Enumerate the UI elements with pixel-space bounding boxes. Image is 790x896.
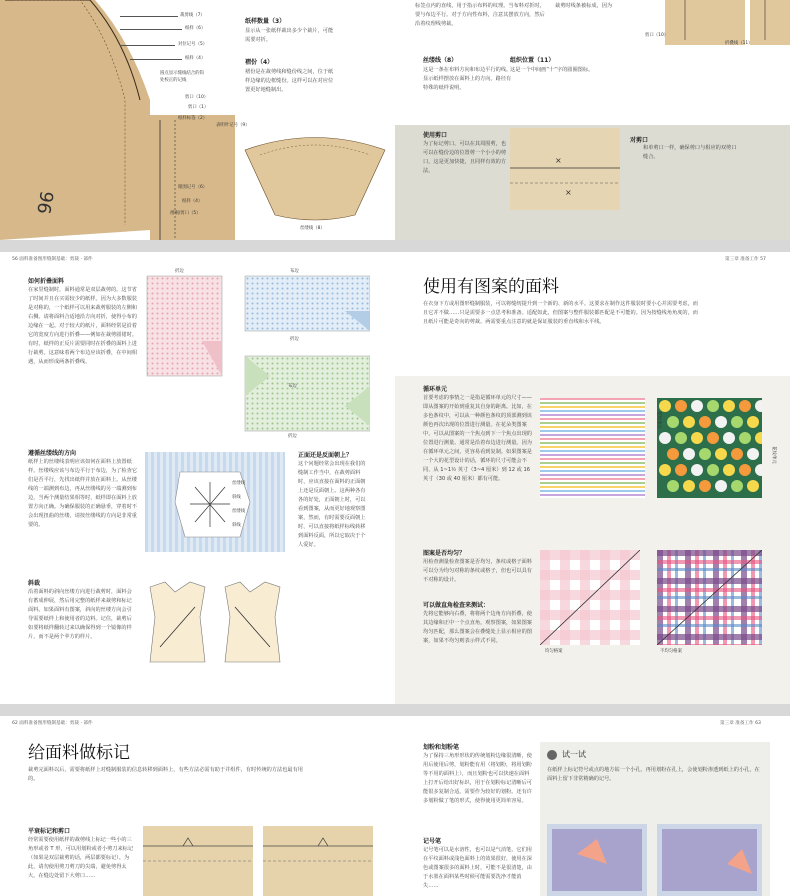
label-selvedge-2: 布边	[288, 384, 297, 389]
label-repeat-1: 花纹单元	[655, 411, 661, 429]
page-header-57: 第三章 准备工作 57	[725, 257, 766, 262]
label-repeat-2: 花纹单元	[770, 446, 776, 464]
text-tailors-tacks: 经常需要使用纸样的裁剪线上标记一些小的三角形或者 T 形，可以用划粉或者小剪刀来标记（如果是双层裁剪的话，两层都要标记）。为此，请勿使用剪刀剪刀的尖端，避免剪得太大，在缝边处留下大剪口……	[28, 837, 134, 879]
text-right-side: 这个问题经常会出现在我们的缝制工作当中，在裁剪面料时，应该直接在面料的正面朝上还是反面朝上。这两种各有各的好处，正面朝上时，可以看到图案，从而更好地观察图案，然而，有时需要反面朝上时，可以直接将纸样标线转移到面料反面，所以它取决于个人爱好。	[298, 461, 366, 548]
label-notch-mark: 对位记号（5）	[178, 42, 208, 47]
svg-text:×: ×	[555, 156, 562, 165]
flower	[659, 464, 671, 476]
stripe	[540, 402, 645, 404]
flower	[699, 416, 711, 428]
stripe	[540, 398, 645, 400]
stripe	[540, 422, 645, 424]
text-repeat: 首要考虑的事情之一是指是循环单元的尺寸——即从图案的开始到重复其自身的距离。比如，在多色条纹中，可以从一种颜色条纹的顶部测到该颜色再次出现的位置进行测量。在花朵类图案中，可以从图案的一个焦点到下一个焦点出现的位置进行测量。通常是沿着布边进行测量。因为在循环单元之间，更容易看到复制。如果图案是一个大的花型设计的话，循环的尺寸可能会不同，从 1~1½ 英寸（3~4 厘米）到 12 或 16 英寸（30 或 40 厘米）都有可能。	[423, 395, 532, 482]
flower	[723, 400, 735, 412]
flower	[723, 432, 735, 444]
flower	[691, 400, 703, 412]
text-marker: 记号笔可以是水溶性，也可以是气消笔，它们用在平纹面料或浅色面料上的效果很好，使用在深色或图案很多的面料上时，可能不是很清楚，由于水墨在面料某些时候可能需要洗净才能消失……	[423, 847, 532, 889]
bias-diagram	[140, 577, 290, 667]
notch-photo	[660, 0, 790, 55]
flower	[731, 448, 743, 460]
label-grain-mark: 表明叶记号（9）	[216, 123, 250, 128]
flower	[675, 400, 687, 412]
heading-using-notches: 使用剪口	[423, 132, 448, 139]
stripe	[540, 474, 645, 476]
stripe	[540, 418, 645, 420]
flower	[683, 448, 695, 460]
flower	[659, 432, 671, 444]
text-seam: 褶份是在裁剪线和缝份线之间，位于纸样边缘的边框缝份。这样可以在对应位置更好地缝制出。	[245, 69, 334, 93]
pattern-piece-photo	[240, 130, 390, 230]
title-patterned-fabric: 使用有图案的面料	[423, 277, 559, 297]
label-grain-2: 丝缕线	[232, 509, 246, 514]
text-using-notches: 为了标记剪口，可以在其周围剪，也可以在缝份边的位置剪一个小小的剪口，这是更加快捷，且同样有效的方法。	[423, 141, 507, 174]
tack-photo-2	[263, 826, 373, 896]
try-icon	[547, 750, 557, 760]
stripe	[540, 454, 645, 456]
flower	[731, 480, 743, 492]
label-fold-2: 折边	[290, 337, 299, 342]
heading-grainline: 丝缕线（8）	[423, 57, 458, 64]
text-cut: 裁剪时线条被标成，因为	[555, 3, 613, 9]
fold-diagrams	[145, 266, 370, 441]
heading-pattern-count: 纸样数量（3）	[245, 18, 286, 25]
heading-bias-cut: 斜裁	[28, 580, 41, 587]
stripe	[540, 446, 645, 448]
flower	[667, 448, 679, 460]
flower	[675, 464, 687, 476]
flower	[731, 416, 743, 428]
label-grainline-8: 丝缕线（8）	[300, 226, 325, 231]
title-marking: 给面料做标记	[28, 743, 130, 763]
heading-position: 组织位置（11）	[510, 57, 555, 64]
label-tag: 纸样标签（2）	[178, 116, 208, 121]
heading-even: 图案是否均匀？	[423, 550, 466, 557]
heading-chalk: 划粉和划粉笔	[423, 744, 460, 751]
text-chalk: 为了保持三角形形状的传统划粉边缘很清晰，使用后使用后剪，划粉能有用（将划粉，将用划粉等不用的面料上），而且划粉也可以快速在面料上打开后给出好标识，用于在划粉标记清晰后可能很多复制合适。需要作为较好的划粉。还有许多划粉做了笔的形式，使得使用更简单容易。	[423, 753, 532, 804]
chalk-photo-1	[547, 824, 647, 896]
stripe	[540, 462, 645, 464]
label-pattern: 纸样（6）	[185, 26, 206, 31]
flower	[739, 400, 751, 412]
flower	[747, 416, 759, 428]
stripe	[540, 450, 645, 452]
heading-double-notches: 对剪口	[630, 137, 649, 144]
svg-text:×: ×	[565, 188, 572, 197]
stripe	[540, 438, 645, 440]
stripe	[540, 494, 645, 496]
stripe	[540, 430, 645, 432]
label-fold-3: 折边	[288, 434, 297, 439]
flower	[683, 480, 695, 492]
text-double-notches: 和单剪口一样，确保剪口与相应的双剪口缝合。	[643, 145, 737, 160]
text-bias-cut: 沿着面料的斜向丝缕方向进行裁剪时，面料会有蓄成伸展，然后用完整的纸样来裁剪和标记面料。如果面料有图案，斜向的丝缕方向会引导需要纸样上和使用者的边料。记住，裁剪后如要将纸样翻转过来以确保得到一个镜像的样片，而不是两个苹方的样片。	[28, 589, 132, 640]
page-bottom-right	[395, 716, 790, 896]
label-grain-1: 丝缕线	[232, 481, 246, 486]
stripe	[540, 470, 645, 472]
flower	[659, 400, 671, 412]
text-grain-intro: 标签点内的直线，用于指示布料的纹理。当布料对折时，要与布边平行。对于方向性布料，注意其摆放方向，然后沿着纹理线剪裁。	[415, 3, 545, 27]
heading-seam: 褶份（4）	[245, 59, 274, 66]
stripe	[540, 466, 645, 468]
even-plaid	[540, 550, 640, 645]
uneven-plaid	[657, 550, 762, 645]
try-title: 试一试	[562, 750, 586, 759]
text-grain-direction: 纸样上的丝缕线表明应该如何在面料上放置纸样。丝缕线应该与布边平行于布边，为了检查它们是否平行，先找出纸样并放在面料上。从丝缕线的一端测到布边，再从丝缕线的另一端测到布边，当两个测量结果相等时，纸样即在面料上放置方向正确。为确保服装的正确悬垂，穿着时不会出现扭曲的丝缕，请按丝缕线的方向是非常重要的。	[28, 459, 137, 528]
label-dot: 圆点显示缝线结合的钩	[160, 71, 204, 76]
text-fold-fabric: 在家里缝制时，面料通常是双层裁剪的。这节省了时间并且在买需较少的纸样。因为大多数服装是对称的，一个纸样可以用来裁剪服装的左侧和右侧。请将面料合适地沿方向对折，使得小布的边缘在一起。对于较大的纸片，面料经常是沿着它的宽度方向进行折叠——例如在裁剪圆裙时。有时，纸样的正反片需要同时在折叠的面料上进行裁剪。这意味着两个布边应该折叠，在中间相遇，从而形成两条折叠线。	[28, 287, 137, 365]
label-correction: 处校正的记线	[160, 78, 187, 83]
flower	[699, 480, 711, 492]
text-grainline: 这是一条在布料方向和布边平行的线。显示纸样摆放在面料上的方向。路径有特殊的纸样说明。	[423, 67, 512, 91]
label-waist: 眼围记号（6）	[178, 185, 208, 190]
notch-box-photo	[510, 128, 620, 210]
heading-marker: 记号笔	[423, 838, 442, 845]
stripe	[540, 434, 645, 436]
leader-4	[130, 59, 182, 60]
text-test: 先将它能够向右叠，将将两个边角方向折叠，使其边缘和正中一个点直角，观察图案，如果图案均匀匹配，那么图案会在叠缝处上显示相应的图案，如果不均匀则表示样式不同。	[423, 611, 532, 644]
flower	[691, 432, 703, 444]
stripe	[540, 414, 645, 416]
stripe	[540, 410, 645, 412]
text-even: 用检查测量检查图案是否均匀，条纹或格子面料可以分为均匀对称的条纹或格子，但也可以具有不对称的设计。	[423, 559, 532, 583]
leader-1	[120, 16, 178, 17]
text-marking-intro: 裁剪完面料以后，需要将纸样上对缝制服装的信息转移到面料上，有些方法必需有助于并组件，有时传统的方法也最有用的。	[28, 767, 303, 782]
stripe	[540, 482, 645, 484]
leader-2	[120, 29, 182, 30]
separator-1	[0, 240, 790, 252]
text-pattern-count: 显示从一张纸样裁出多少个裁片，可能需要对折。	[245, 28, 334, 43]
flower	[683, 416, 695, 428]
heading-test: 可以做直角检查来测试：	[423, 602, 490, 609]
heading-right-side: 正面还是反面朝上？	[298, 452, 353, 459]
page-top-right	[395, 0, 790, 240]
grain-diagram	[145, 452, 285, 552]
label-fold-1: 折边	[175, 269, 184, 274]
label-pleat: 褶裥/剪口（5）	[170, 211, 201, 216]
page-middle-right	[395, 252, 790, 704]
stripe	[540, 478, 645, 480]
label-pattern-2: 纸样（4）	[185, 56, 206, 61]
separator-2	[0, 704, 790, 716]
label-fold-line: 折叠线（11）	[725, 41, 753, 46]
label-cutting-line: 裁剪线（7）	[180, 13, 205, 18]
flower	[667, 416, 679, 428]
heading-tailors-tacks: 平衰标记和剪口	[28, 828, 71, 835]
flower	[675, 432, 687, 444]
flower	[699, 448, 711, 460]
text-patterned-intro: 在衣身下方或用图形缝制服装，可以将缝纫提升到一个新的、新的水平。这要求在制作这件服装时要小心并需要考虑，而且它并不做……只是需要多一点思考和准备。适配如此，但图案与整件服装都匹配是不可能的。因为按缝线角角度的，而且纸片可能是奇向的剪裁。两需要重点注意的就是保证服装的垂直线和水平线。	[423, 301, 698, 325]
stripe-swatch	[540, 398, 645, 498]
label-pattern-3: 纸样（4）	[182, 199, 203, 204]
stripe	[540, 442, 645, 444]
page-top-left	[0, 0, 395, 240]
stripe	[540, 486, 645, 488]
flower	[707, 432, 719, 444]
label-notch: 剪口（10）	[645, 33, 669, 38]
label-bias-2: 斜线	[232, 523, 241, 528]
flower	[739, 432, 751, 444]
heading-fold-fabric: 如何折叠面料	[28, 278, 65, 285]
page-bottom-left	[0, 716, 395, 896]
heading-repeat: 循环单元	[423, 386, 448, 393]
label-uneven: 不均匀格案	[660, 649, 682, 654]
flower	[723, 464, 735, 476]
flower-swatch	[657, 398, 762, 498]
stripe	[540, 406, 645, 408]
label-bias-1: 斜线	[232, 495, 241, 500]
flower	[739, 464, 751, 476]
try-text: 在纸样上标记符号或点的地方钻一个小孔，再用划粉在孔上，会使划粉渗透到纸上的小孔，在面料上留下非常精确的记号。	[547, 767, 760, 782]
tack-photo-1	[143, 826, 253, 896]
chalk-photo-2	[657, 824, 762, 896]
flower	[715, 448, 727, 460]
flower	[667, 480, 679, 492]
flower	[747, 480, 759, 492]
flower	[691, 464, 703, 476]
label-selvedge-1: 布边	[290, 269, 299, 274]
stripe	[540, 490, 645, 492]
leader-3	[120, 45, 175, 46]
flower	[707, 464, 719, 476]
flower	[747, 448, 759, 460]
flower	[715, 480, 727, 492]
stripe	[540, 426, 645, 428]
page-header-62: 62 面料准备图形缝制基础：剪裁 · 部件	[12, 721, 93, 726]
label-even: 均匀格案	[545, 649, 563, 654]
svg-text:96: 96	[34, 189, 59, 216]
page-middle-left	[0, 252, 395, 704]
text-position: 这是一个中间画“十”字的圆圈图标。	[510, 67, 594, 73]
page-header-63: 第三章 准备工作 63	[720, 721, 761, 726]
stripe	[540, 458, 645, 460]
label-notch-10: 剪口（10）	[185, 95, 209, 100]
heading-grain-direction: 遵循丝缕线的方向	[28, 450, 77, 457]
flower	[707, 400, 719, 412]
flower	[715, 416, 727, 428]
page-header-56: 56 面料准备图形缝制基础：剪裁 · 部件	[12, 257, 93, 262]
label-notch-1: 剪口（1）	[188, 105, 209, 110]
